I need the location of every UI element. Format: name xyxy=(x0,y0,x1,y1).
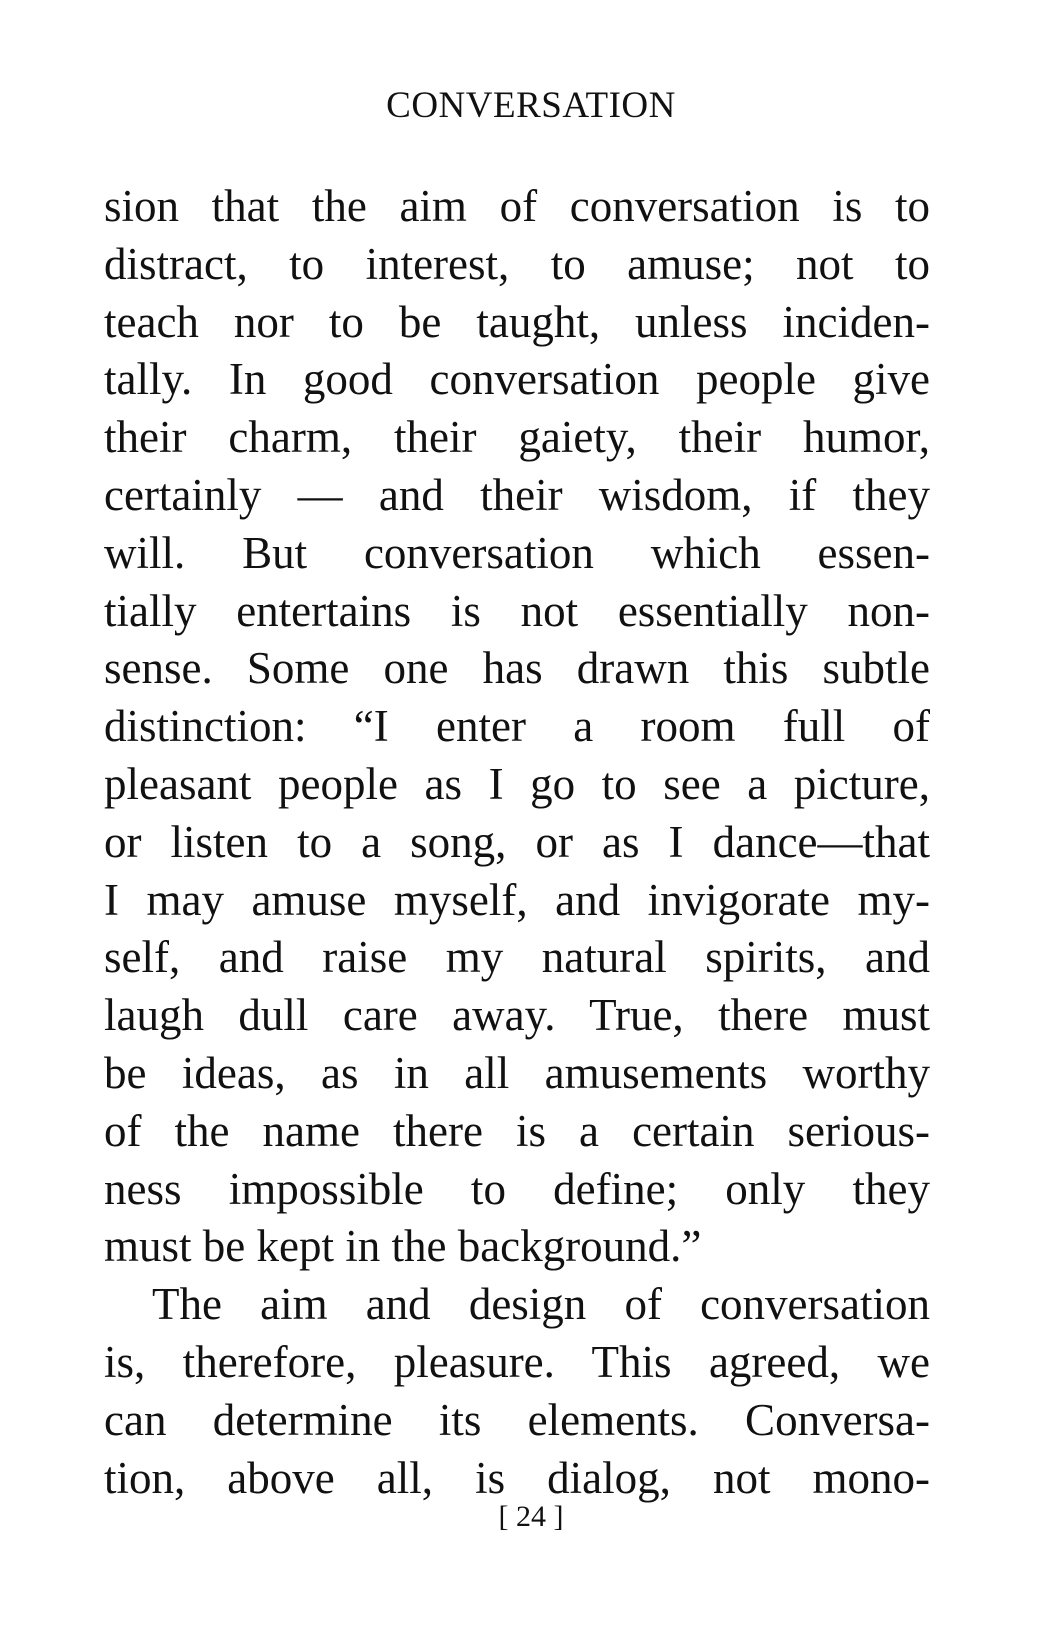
text-line: tion, above all, is dialog, not mono- xyxy=(104,1452,930,1503)
text-line: self, and raise my natural spirits, and xyxy=(104,932,930,983)
text-line: must be kept in the background.” xyxy=(104,1221,702,1272)
text-line: The aim and design of conversation xyxy=(152,1279,930,1330)
text-line: certainly — and their wisdom, if they xyxy=(104,469,930,520)
text-line: pleasant people as I go to see a picture, xyxy=(104,758,930,809)
text-line: be ideas, as in all amusements worthy xyxy=(104,1047,930,1098)
text-line: sion that the aim of conversation is to xyxy=(104,181,930,231)
text-line: can determine its elements. Conversa- xyxy=(104,1394,930,1445)
text-line: sense. Some one has drawn this subtle xyxy=(104,643,930,694)
text-line: of the name there is a certain serious- xyxy=(104,1105,930,1156)
running-head: CONVERSATION xyxy=(386,85,676,126)
text-line: distinction: “I enter a room full of xyxy=(104,701,930,752)
text-line: tially entertains is not essentially non- xyxy=(104,585,930,636)
body-text xyxy=(104,178,930,1507)
text-line: ness impossible to define; only they xyxy=(104,1163,930,1214)
text-line: distract, to interest, to amuse; not to xyxy=(104,238,930,289)
text-line: I may amuse myself, and invigorate my- xyxy=(104,874,930,925)
page-number: [ 24 ] xyxy=(498,1500,564,1533)
text-line: laugh dull care away. True, there must xyxy=(104,990,930,1041)
text-line: is, therefore, pleasure. This agreed, we xyxy=(104,1336,930,1387)
text-line: their charm, their gaiety, their humor, xyxy=(104,412,930,463)
text-line: tally. In good conversation people give xyxy=(104,354,930,405)
text-line: will. But conversation which essen- xyxy=(104,527,930,578)
text-line: teach nor to be taught, unless inciden- xyxy=(104,296,930,347)
text-line: or listen to a song, or as I dance—that xyxy=(104,816,930,867)
